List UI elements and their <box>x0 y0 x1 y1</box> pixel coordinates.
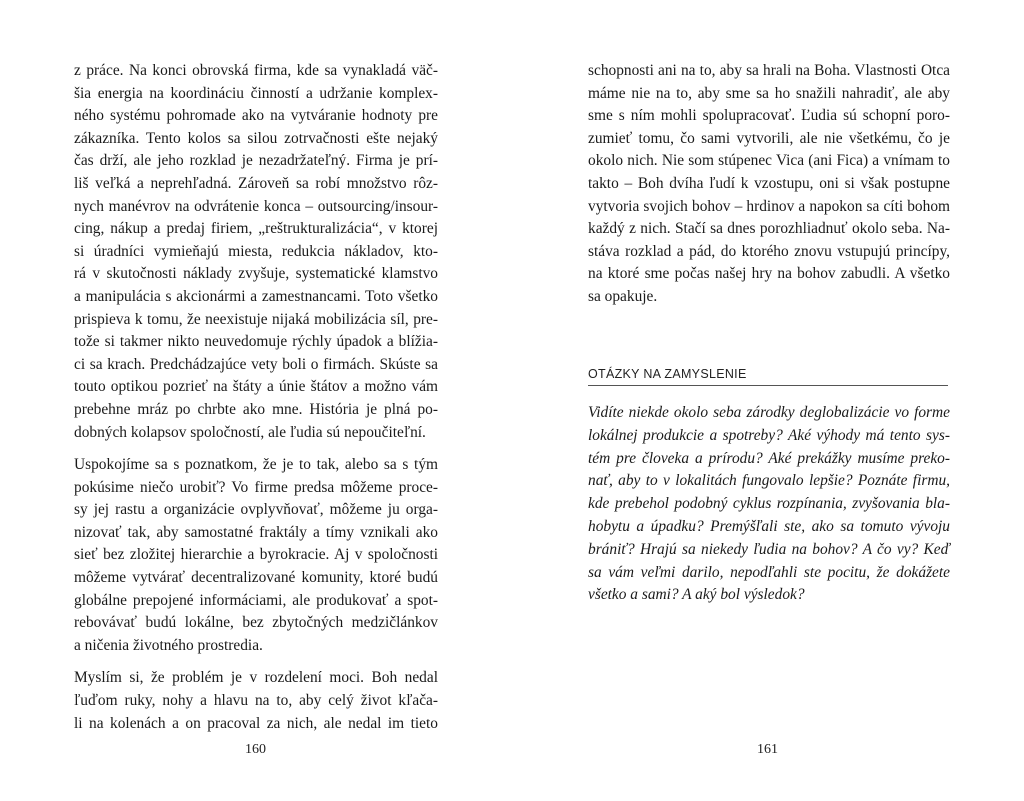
text-line: li na kolenách a on pracoval za nich, ale nedal im tieto <box>74 714 438 732</box>
right-page-body <box>588 60 950 319</box>
text-line: z práce. Na konci obrovská firma, kde sa vynakladá väč- <box>74 62 438 79</box>
text-line: a manipulácia s akcionármi a zamestnancami. Toto všetko <box>74 287 438 305</box>
text-line: globálne prepojené informáciami, ale produkovať a spot- <box>74 591 438 609</box>
text-line: liš veľká a neprehľadná. Zároveň sa robí množstvo rôz- <box>74 174 438 192</box>
page-number-right: 161 <box>757 742 778 757</box>
text-line: máme nie na to, aby sme sa ho snažili nahradiť, ale aby <box>588 84 950 102</box>
text-line: sa opakuje. <box>588 287 658 305</box>
text-line: každý z nich. Stačí sa dnes porozhliadnuť okolo seba. Na- <box>588 220 950 238</box>
paragraph-1 <box>74 60 438 444</box>
text-line: prebehne mráz po chrbte ako mne. História je plná po- <box>74 400 438 418</box>
text-line: zákazníka. Tento kolos sa silou zotrvačnosti ešte nejaký <box>74 129 438 147</box>
text-line: rebovávať budú lokálne, bez zbytočných medzičlánkov <box>74 614 438 632</box>
text-line: sy jej rastu a organizácie ovplyvňovať, môžeme ju orga- <box>74 501 438 519</box>
text-line: na ktoré sme počas našej hry na bohov zabudli. A všetko <box>588 265 950 283</box>
text-line: okolo nich. Nie som stúpenec Vica (ani Fica) a vnímam to <box>588 152 950 170</box>
section-heading: OTÁZKY NA ZAMYSLENIE <box>588 367 948 386</box>
text-line: schopnosti ani na to, aby sa hrali na Boha. Vlastnosti Otca <box>588 62 950 79</box>
text-line: cing, nákup a predaj firiem, „reštrukturalizácia“, v ktorej <box>74 220 438 238</box>
question-line: všetko a sami? A aký bol výsledok? <box>588 586 805 604</box>
reflection-questions <box>588 402 950 607</box>
text-line: rá v skutočnosti náklady zvyšuje, systematické klamstvo <box>74 265 438 283</box>
text-line: Myslím si, že problém je v rozdelení moci. Boh nedal <box>74 669 438 687</box>
text-line: zumieť tomu, čo sami vytvorili, ale nie všetkému, čo je <box>588 129 950 147</box>
page-number-left: 160 <box>245 742 266 757</box>
text-line: touto optikou pozrieť na štáty a únie štátov a možno vám <box>74 378 438 396</box>
question-line: lokálnej produkcie a spotreby? Aké výhody má tento sys- <box>588 426 950 444</box>
question-line: brániť? Hrajú sa niekedy ľudia na bohov? A čo vy? Keď <box>588 540 950 558</box>
text-line: stáva rozklad a pád, do ktorého znovu vstupujú princípy, <box>588 242 950 260</box>
paragraph-2 <box>74 454 438 657</box>
question-line: hobytu a úpadku? Premýšľali ste, ako sa tomuto vývoju <box>588 517 950 535</box>
text-line: dobných kolapsov spoločností, ale ľudia sú nepoučiteľní. <box>74 423 426 441</box>
text-line: ci sa krach. Predchádzajúce vety boli o firmách. Skúste sa <box>74 355 438 373</box>
text-line: ného systému pohromade ako na vytváranie hodnoty pre <box>74 107 438 125</box>
question-line: sa vám veľmi darilo, nepodľahli ste pocitu, že dokážete <box>588 563 950 581</box>
text-line: pokúsime niečo urobiť? Vo firme predsa môžeme proce- <box>74 478 438 496</box>
right-page <box>512 0 1024 801</box>
question-line: nať, aby to v lokalitách fungovalo lepšie? Poznáte firmu, <box>588 472 950 490</box>
question-line: kde prebehol podobný cyklus rozpínania, zvyšovania bla- <box>588 495 950 513</box>
text-line: môžeme vytvárať decentralizované komunity, ktoré budú <box>74 569 438 587</box>
text-line: nych manévrov na odvrátenie konca – outsourcing/insour- <box>74 197 438 215</box>
left-page-body <box>74 60 438 745</box>
text-line: sme s ním mohli spolupracovať. Ľudia sú schopní poro- <box>588 107 950 125</box>
text-line: Uspokojíme sa s poznatkom, že je to tak, alebo sa s tým <box>74 456 438 474</box>
text-line: ľuďom ruky, nohy a hlavu na to, aby celý život kľača- <box>74 692 438 710</box>
text-line: prispieva k tomu, že neexistuje nijaká mobilizácia síl, pre- <box>74 310 438 328</box>
paragraph-3 <box>74 667 438 735</box>
text-line: nizovať tak, aby samostatné fraktály a tímy vznikali ako <box>74 523 438 541</box>
question-line: Vidíte niekde okolo seba zárodky deglobalizácie vo forme <box>588 404 950 421</box>
text-line: šia energia na koordináciu činností a udržanie komplex- <box>74 84 438 102</box>
text-line: vytvoria svojich bohov – hrdinov a napokon sa cíti bohom <box>588 197 950 215</box>
text-line: si úradníci vymieňajú miesta, redukcia nákladov, kto- <box>74 242 438 260</box>
text-line: sieť bez zložitej hierarchie a byrokracie. Aj v spoločnosti <box>74 546 438 564</box>
text-line: takto – Boh dvíha ľudí k vzostupu, oni si však postupne <box>588 174 950 192</box>
paragraph-continuation <box>588 60 950 309</box>
text-line: čas drží, ale jeho rozklad je nezadržateľný. Firma je prí- <box>74 152 438 170</box>
question-line: tém pre človeka a prírodu? Aké prekážky musíme preko- <box>588 449 950 467</box>
text-line: a ničenia životného prostredia. <box>74 636 263 654</box>
text-line: tože si takmer nikto neuvedomuje rýchly úpadok a blížia- <box>74 333 438 351</box>
